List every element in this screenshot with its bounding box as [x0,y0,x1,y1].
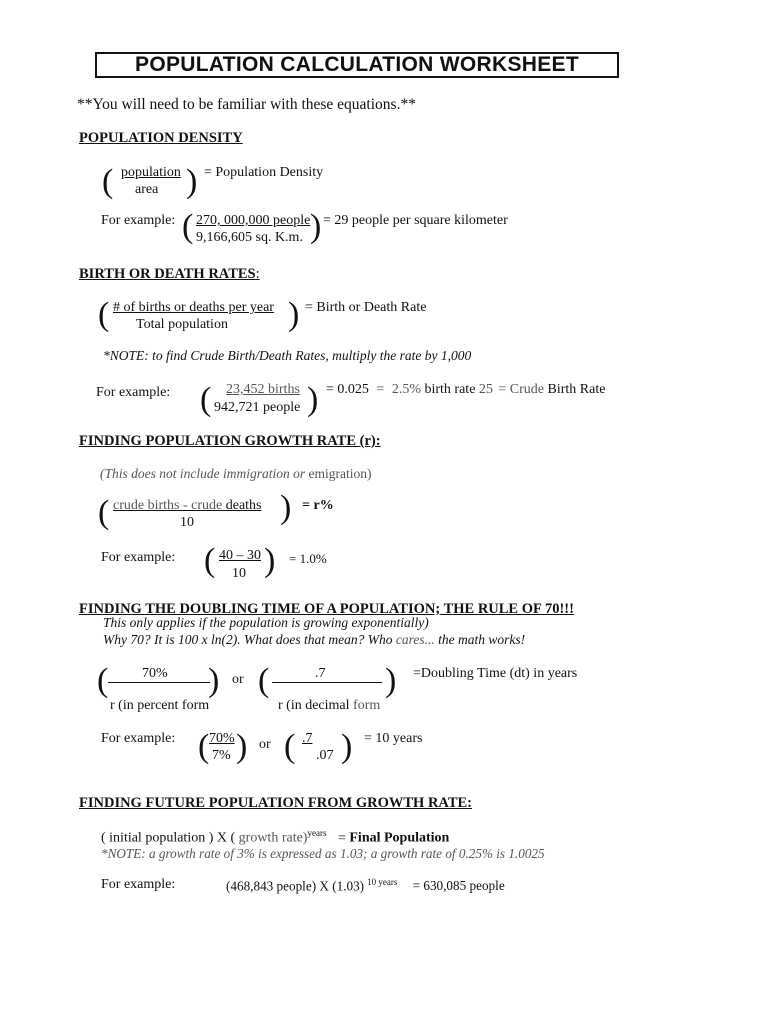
doubling-formula-2-numerator: .7 [315,666,326,681]
right-paren: ) [385,662,397,699]
doubling-or: or [232,672,244,687]
doubling-example-label: For example: [101,731,176,746]
density-example-denominator: 9,166,605 sq. K.m. [196,230,303,245]
left-paren: ( [98,494,110,531]
future-example-label: For example: [101,877,176,892]
left-paren: ( [200,381,212,418]
future-note: *NOTE: a growth rate of 3% is expressed as 1.03; a growth rate of 0.25% is 1.0025 [101,846,545,861]
left-paren: ( [97,662,109,699]
intro-text: **You will need to be familiar with these equations.** [77,96,416,113]
rates-heading: BIRTH OR DEATH RATES: [79,266,260,282]
right-paren: ) [264,542,276,579]
growth-example-label: For example: [101,550,176,565]
density-example-label: For example: [101,213,176,228]
density-formula-denominator: area [135,182,159,197]
left-paren: ( [98,296,110,333]
growth-example-result: = 1.0% [289,551,327,566]
rates-formula-result: = Birth or Death Rate [305,300,427,315]
growth-formula-result: = r% [302,498,334,513]
doubling-example-or: or [259,737,271,752]
rates-formula-denominator: Total population [136,317,228,332]
right-paren: ) [288,296,300,333]
right-paren: ) [236,728,248,765]
density-example-result: = 29 people per square kilometer [323,213,508,228]
density-heading: POPULATION DENSITY [79,130,243,146]
doubling-note-1: This only applies if the population is growing exponentially) [103,615,429,630]
rates-note: *NOTE: to find Crude Birth/Death Rates, multiply the rate by 1,000 [103,348,472,363]
rates-example-result: = 0.025 = 2.5% birth rate 25 = Crude Birth Rate [326,382,606,397]
doubling-heading: FINDING THE DOUBLING TIME OF A POPULATION; THE RULE OF 70!!! [79,601,574,617]
doubling-formula-result: =Doubling Time (dt) in years [413,666,578,681]
rates-formula-numerator: # of births or deaths per year [113,300,274,315]
rates-example-numerator: 23,452 births [226,382,300,397]
doubling-formula-1-denominator: r (in percent form [110,698,210,713]
right-paren: ) [186,163,198,200]
density-formula-numerator: population [121,165,181,180]
fraction-bar [108,682,210,683]
doubling-example-1-denominator: 7% [212,748,231,763]
right-paren: ) [280,489,292,526]
left-paren: ( [258,662,270,699]
right-paren: ) [208,662,220,699]
growth-formula-denominator: 10 [180,515,194,530]
doubling-formula-2-denominator: r (in decimal form [278,698,381,713]
fraction-bar [272,682,382,683]
doubling-example-1-numerator: 70% [209,731,235,746]
doubling-formula-1-numerator: 70% [142,666,168,681]
left-paren: ( [284,728,296,765]
growth-formula-numerator: crude births - crude deaths [113,498,262,513]
left-paren: ( [198,728,210,765]
doubling-example-2-denominator: .07 [316,748,334,763]
rates-example-denominator: 942,721 people [214,400,301,415]
page-title: POPULATION CALCULATION WORKSHEET [95,52,619,78]
future-formula: ( initial population ) X ( growth rate)$^{years}$ = Final Population [101,828,450,846]
growth-note: (This does not include immigration or emigration) [100,466,372,481]
doubling-example-result: = 10 years [364,731,423,746]
left-paren: ( [102,163,114,200]
growth-heading: FINDING POPULATION GROWTH RATE (r): [79,433,381,449]
right-paren: ) [341,728,353,765]
density-formula-result: = Population Density [204,165,324,180]
right-paren: ) [310,208,322,245]
doubling-note-2: Why 70? It is 100 x ln(2). What does that mean? Who cares... the math works! [103,632,526,647]
rates-example-label: For example: [96,385,171,400]
doubling-example-2-numerator: .7 [302,731,313,746]
left-paren: ( [204,542,216,579]
right-paren: ) [307,381,319,418]
growth-example-numerator: 40 – 30 [219,548,261,563]
left-paren: ( [182,208,194,245]
future-example-equation: (468,843 people) X (1.03) $^{10 years}$ = 630,085 people [226,877,505,894]
density-example-numerator: 270, 000,000 people [196,213,311,228]
future-heading: FINDING FUTURE POPULATION FROM GROWTH RATE: [79,795,472,811]
growth-example-denominator: 10 [232,566,246,581]
